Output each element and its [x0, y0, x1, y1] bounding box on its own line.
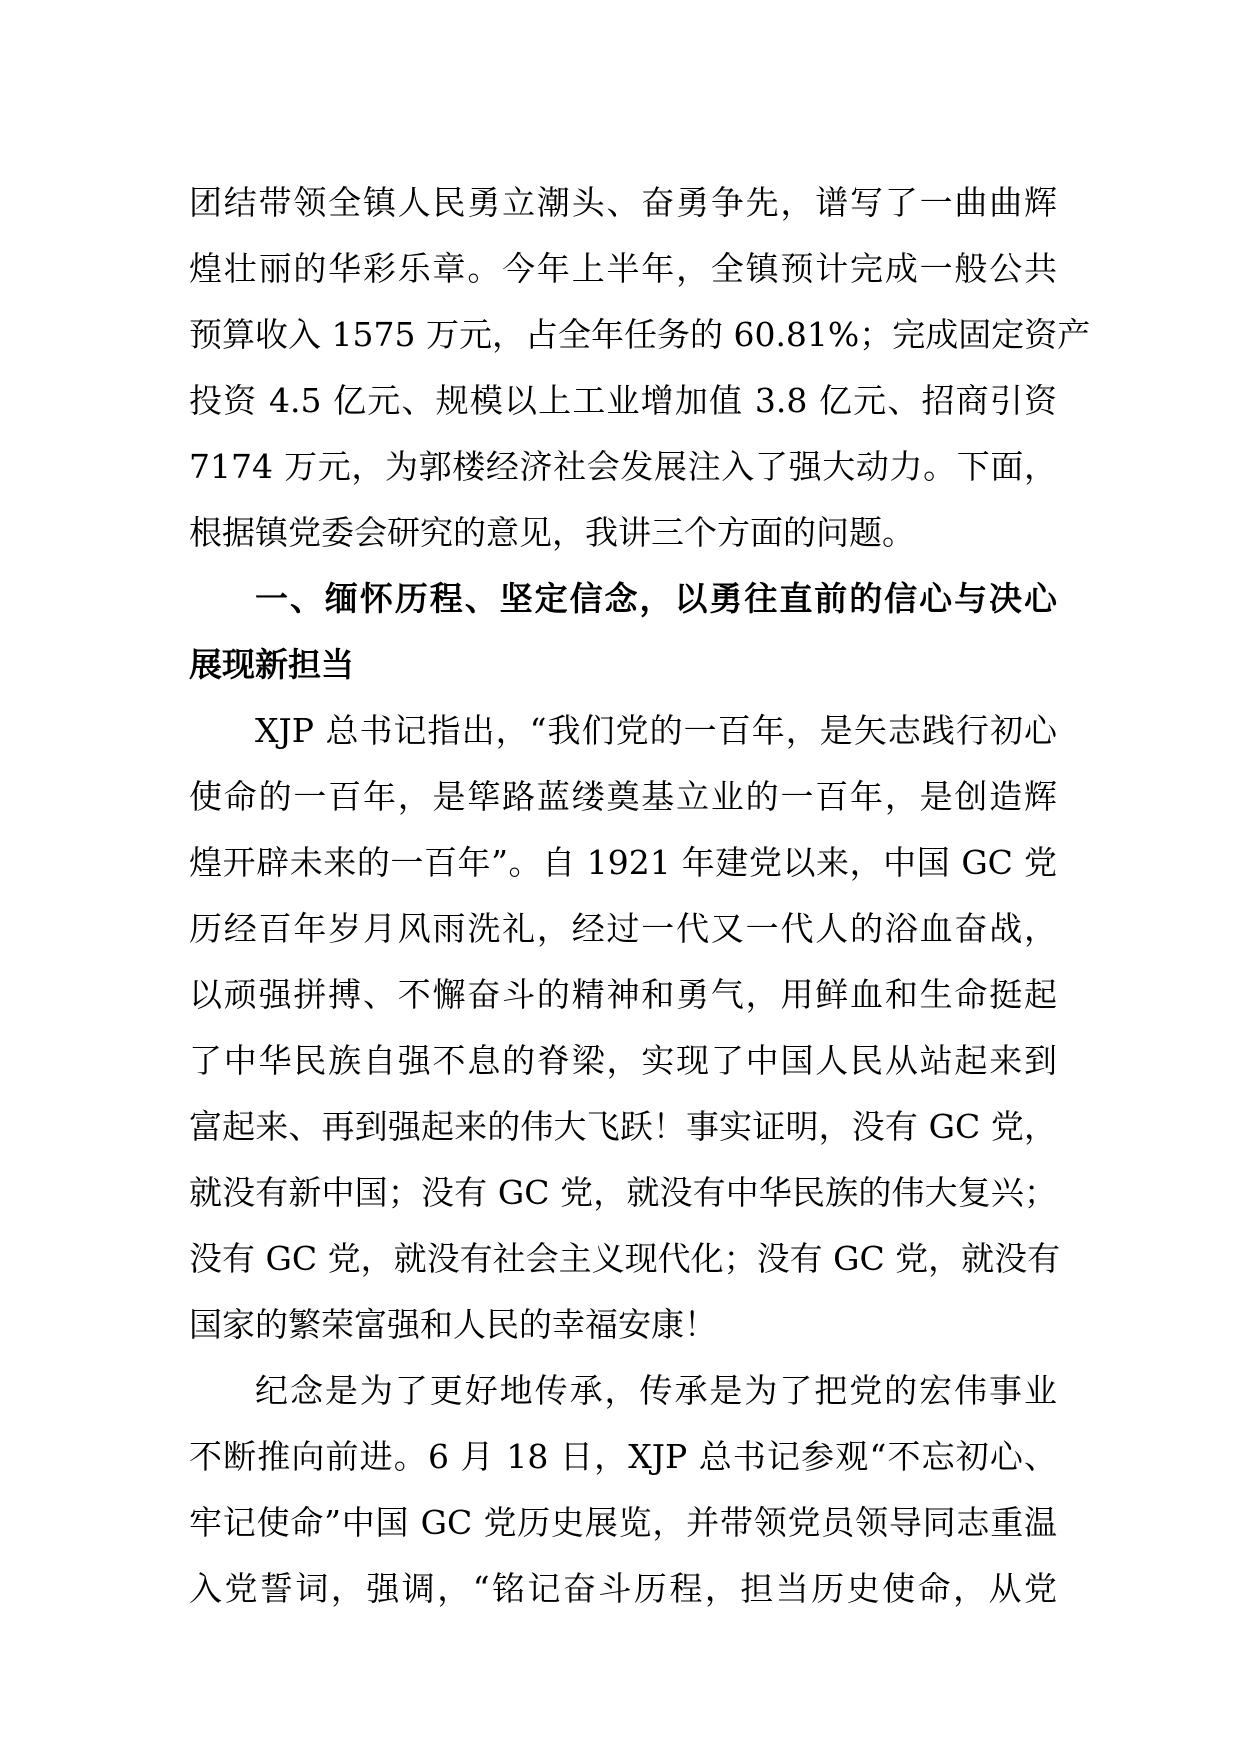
heading-line: 展现新担当 — [189, 645, 354, 684]
document-body — [189, 170, 1091, 1622]
text-line: 历经百年岁月风雨洗礼，经过一代又一代人的浴血奋战， — [189, 909, 1057, 948]
section-heading — [189, 566, 1057, 698]
paragraph-intro — [189, 170, 1091, 566]
text-line: 了中华民族自强不息的脊梁，实现了中国人民从站起来到 — [189, 1041, 1057, 1080]
paragraph-commemoration — [189, 1358, 1057, 1622]
heading-line: 一、缅怀历程、坚定信念，以勇往直前的信心与决心 — [255, 579, 1057, 618]
text-line: 使命的一百年，是筚路蓝缕奠基立业的一百年，是创造辉 — [189, 777, 1057, 816]
text-line: 煌壮丽的华彩乐章。今年上半年，全镇预计完成一般公共 — [189, 249, 1057, 288]
text-line: 不断推向前进。6 月 18 日，XJP 总书记参观“不忘初心、 — [189, 1437, 1057, 1476]
text-line: 入党誓词，强调，“铭记奋斗历程，担当历史使命，从党 — [189, 1569, 1057, 1608]
paragraph-history — [189, 698, 1061, 1358]
text-line: 煌开辟未来的一百年”。自 1921 年建党以来，中国 GC 党 — [189, 843, 1057, 882]
text-line: 根据镇党委会研究的意见，我讲三个方面的问题。 — [189, 513, 915, 552]
text-line: 投资 4.5 亿元、规模以上工业增加值 3.8 亿元、招商引资 — [189, 381, 1057, 420]
text-line: 富起来、再到强起来的伟大飞跃！事实证明，没有 GC 党， — [189, 1107, 1057, 1146]
text-line: 7174 万元，为郭楼经济社会发展注入了强大动力。下面， — [189, 447, 1057, 486]
text-line: 没有 GC 党，就没有社会主义现代化；没有 GC 党，就没有 — [189, 1239, 1061, 1278]
text-line: 预算收入 1575 万元，占全年任务的 60.81%；完成固定资产 — [189, 315, 1091, 354]
text-line: XJP 总书记指出，“我们党的一百年，是矢志践行初心 — [255, 711, 1057, 750]
text-line: 国家的繁荣富强和人民的幸福安康！ — [189, 1305, 717, 1344]
text-line: 牢记使命”中国 GC 党历史展览，并带领党员领导同志重温 — [189, 1503, 1057, 1542]
text-line: 团结带领全镇人民勇立潮头、奋勇争先，谱写了一曲曲辉 — [189, 183, 1057, 222]
text-line: 就没有新中国；没有 GC 党，就没有中华民族的伟大复兴； — [189, 1173, 1057, 1212]
text-line: 以顽强拼搏、不懈奋斗的精神和勇气，用鲜血和生命挺起 — [189, 975, 1057, 1014]
text-line: 纪念是为了更好地传承，传承是为了把党的宏伟事业 — [255, 1371, 1057, 1410]
